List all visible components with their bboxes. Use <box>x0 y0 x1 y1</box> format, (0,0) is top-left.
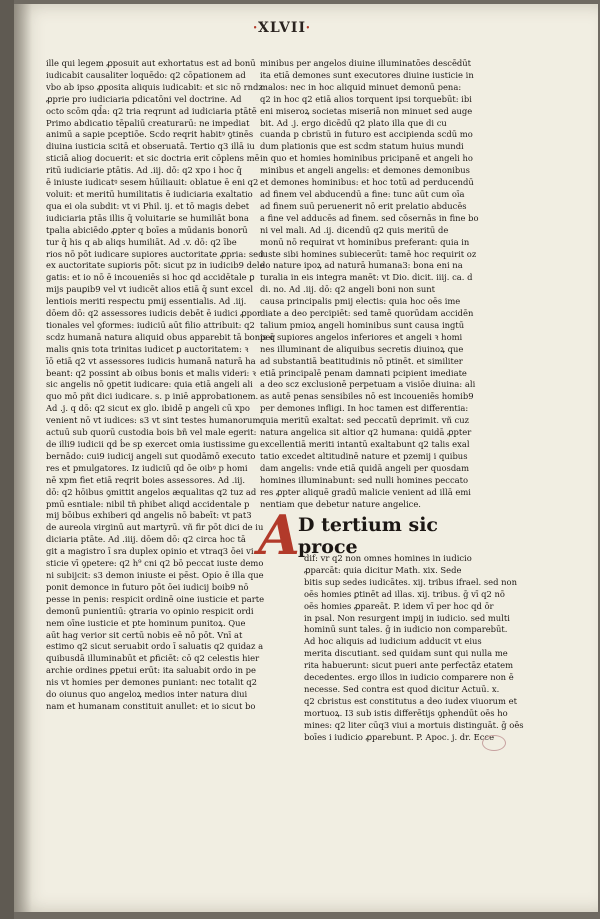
text-line: quo mō pñt dici iudicare. s. p iniē approbationem. <box>46 391 259 402</box>
text-line: bit. Ad .j. ergo dicēdū q2 plato illa que di cu <box>260 117 447 128</box>
text-line: oēs homies ꝑtinēt ad illas. xij. tribus. ḡ vī q2 nō <box>304 588 505 599</box>
text-line: ni subijcit: s3 demon iniuste ei pēst. Opio ē illa que <box>46 569 264 580</box>
text-line: tatio excedet altitudinē nature et pzemij i quibus <box>260 450 468 461</box>
text-line: Ad hoc aliquis ad iudicium adducit vt eius <box>304 636 482 647</box>
text-line: Ad .j. q dō: q2 sicut ex glo. ibidē p angeli cū xpo <box>46 403 250 414</box>
text-line: malis qnis tota trinitas iudicet ꝑ auctoritatem: ꝛ <box>46 343 249 354</box>
text-line: do nature ipoꝝ ad naturā humana3: bona eni na <box>260 260 463 271</box>
text-line: in psal. Non resurgent impij in iudicio. sed multi <box>304 612 510 623</box>
text-line: merita discutiant. sed quidam sunt qui nulla me <box>304 648 508 659</box>
text-line: et demones hominibus: et hoc totū ad perducendū <box>260 177 474 188</box>
text-line: pmū esntiale: nibil tñ phibet aliqd accidentale p <box>46 498 250 509</box>
library-stamp-mark <box>482 735 506 751</box>
text-line: bernādo: cui9 iudicij angeli sut quodāmō executo <box>46 450 256 461</box>
text-line: ponit demonce in futuro pōt ōei iudicij boib9 nō <box>46 581 249 592</box>
text-line: estimo q2 sicut seruabit ordo ī saluatis q2 quidaz a <box>46 641 264 652</box>
text-line: dif: vr q2 non omnes homines in iudicio <box>304 553 472 563</box>
text-line: malos: nec in hoc aliquid minuet demonū pena: <box>260 81 462 92</box>
text-line: vbo ab ipso ꝓposita aliquis iudicabit: et sic nō rndz <box>46 81 263 92</box>
text-line: quia meritū exaltat: sed peccatū deprimit. vñ cuz <box>260 415 469 426</box>
text-line: ꝓparcāt: quia dicitur Math. xix. Sede <box>304 564 462 575</box>
text-line: rios nō pōt iudicare supiores auctoritate ꝓpria: sed <box>46 248 264 259</box>
text-line: dam angelis: vnde etiā quidā angeli per quosdam <box>260 462 470 473</box>
text-line: archie ordines ꝑpetui erūt: ita saluabit ordo in pe <box>46 665 256 676</box>
folio-number: ⸱XLVII⸱ <box>253 20 311 36</box>
text-line: iudiciaria ptās illis q̄ voluitarie se humiliāt bona <box>46 212 249 223</box>
rubricated-initial: A <box>258 503 300 567</box>
text-line: per demones infligi. In hoc tamen est differentia: <box>260 403 469 414</box>
text-line: tionales vel ꝯformes: iudiciū aūt filio attribuit: q2 <box>46 319 255 330</box>
text-line: q2 cbristus est constitutus a deo iudex viuorum et <box>304 695 517 706</box>
text-line: a deo scz exclusionē perpetuam a visiōe diuina: ali <box>260 379 476 390</box>
text-line: as autē penas sensibiles nō est incoueniēs homib9 <box>260 391 474 402</box>
text-line: causa principalis pmij electis: quia hoc oēs ime <box>260 296 461 307</box>
text-line: diuina iusticia scitā et obseruatā. Tertio q3 illā iu <box>46 141 255 152</box>
text-line: necesse. Sed contra est quod dicitur Actuū. x. <box>304 683 500 694</box>
text-line: animū a sapie pceptiōe. Scdo reqrit habitꝰ ꝯtinēs <box>46 129 254 140</box>
book-edge <box>0 0 14 919</box>
text-line: ad substantiā beatitudinis nō ptinēt. et similiter <box>260 355 463 366</box>
text-line: Primo abdicatio tēpaliū creaturarū: ne impediat <box>46 117 250 128</box>
text-line: bitis sup sedes iudicātes. xij. tribus ifrael. sed non <box>304 576 517 587</box>
text-line: hominū sunt tales. ḡ in iudicio non comparebūt. <box>304 624 508 635</box>
text-line: oēs homies ꝓpareāt. P. idem vī per hoc qd ōr <box>304 600 494 611</box>
text-line: rita habuerunt: sicut pueri ante perfectāz etatem <box>304 660 514 671</box>
text-line: etiā principalē penam damnati pcipient imediate <box>260 367 467 378</box>
text-line: gatis: et io nō ē incoueniēs si hoc qd accidētale ꝑ <box>46 272 255 283</box>
text-line: sic angelis nō ꝯpetit iudicare: quia etiā angeli ali <box>46 379 253 390</box>
text-line: iudicabit causaliter loquēdo: q2 cōpationem ad <box>46 69 246 80</box>
text-line: voluit: et meritū humilitatis ē iudiciaria exaltatio <box>46 188 253 199</box>
text-line: nentiam que debetur nature angelice. <box>260 498 421 509</box>
text-line: boīes i iudicio ꝓparebunt. P. Apoc. j. dr. Ecce <box>304 731 495 742</box>
text-line: quibusdā illuminabūt et ꝑficiēt: cō q2 celestis hier <box>46 653 260 664</box>
text-line: scdz humanā natura aliquid obus apparebit tā bonis q̄ <box>46 331 276 342</box>
text-line: di. no. Ad .iij. dō: q2 angeli boni non sunt <box>260 284 436 295</box>
text-line: de illi9 iudicii qd ḃe sp exercet omia iustissime gu <box>46 439 259 449</box>
text-line: ad finem suū peruenerit nō erit prelatio abducēs <box>260 200 467 211</box>
section-heading-text: D tertium sic proce <box>298 514 438 558</box>
text-line: talium pmioꝝ angeli hominibus sunt causa ingtū <box>260 319 465 330</box>
text-line: ex auctoritate suꝑioris pōt: sicut pz in iudicib9 dele <box>46 260 265 271</box>
text-line: qua ei ola subdit: vt vi Phil. ij. et tō magis debet <box>46 200 250 211</box>
text-line: sticiā aliog docuerit: et sic doctria erit cōplens mē <box>46 153 260 164</box>
text-line: venient nō vt iudices: s3 vt sint testes humanorum <box>46 415 261 426</box>
text-line: nem oīne iusticie et pte hominum punitoꝝ. Que <box>46 617 246 628</box>
text-line: actuū sub quorū custodia bois bñ vel male egerit: <box>46 427 257 438</box>
text-line: beant: q2 possint ab oibus bonis et malis videri: ꝛ <box>46 367 256 378</box>
text-line: ille qui legem ꝓposuit aut exhortatus est ad bonū <box>46 58 256 68</box>
page-gutter-shadow <box>14 4 32 912</box>
text-line: decedentes. ergo illos in iudicio comparere non ē <box>304 672 514 683</box>
text-line: ni vel mali. Ad .ij. dicendū q2 quis meritū de <box>260 224 449 235</box>
right-text-column-bottom <box>304 553 524 744</box>
text-line: diate a deo percipiēt: sed tamē quorūdam accidēn <box>260 308 474 319</box>
text-line: mines: q2 liter cūq3 viui a mortuis distinguāt. ḡ oēs <box>304 719 524 730</box>
text-line: dum plationis que est scdm statum huius mundi <box>260 141 464 152</box>
text-line: diciaria ptāte. Ad .iiij. dōem dō: q2 circa hoc tā <box>46 534 246 545</box>
text-line: ritū iudiciarie ptātis. Ad .iij. dō: q2 xpo i hoc q̄ <box>46 165 242 176</box>
left-text-column <box>46 58 282 858</box>
text-line: dō: q2 hōibus ꝯmittit angelos æqualitas q2 tuz ad <box>46 486 257 497</box>
text-line: mijs pauꝑib9 vel vt iudicēt alios etiā q̄ sunt excel <box>46 284 253 295</box>
text-line: iuste sibi homines subiecerūt: tamē hoc requirit oz <box>260 248 477 259</box>
text-line: minibus per angelos diuine illuminatōes descēdūt <box>260 58 472 68</box>
text-line: res et pmulgatores. Iz iudiciū qd ōe oibꝰ p homi <box>46 462 248 473</box>
text-line: dōem dō: q2 assessores iudicis debēt ē iudici ꝓpor <box>46 308 262 319</box>
text-line: minibus et angeli angelis: et demones demonibus <box>260 165 470 176</box>
text-line: de aureola virginū aut martyrū. vñ fir pōt dici de iu <box>46 522 264 533</box>
text-line: aūt hag verior sit certū nobis eē nō pōt. Vnī at <box>46 629 243 640</box>
text-line: res ꝓpter aliquē gradū malicie venient ad illā emi <box>260 486 471 497</box>
text-line: nē xpm fiet etiā reqrit boies assessores. Ad .iij. <box>46 474 246 485</box>
text-line: turalia in eis integra manēt: vt Dio. dicit. iiij. ca. d <box>260 272 473 283</box>
text-line: ē iniuste iudicatꝰ sesem hūiliauit: oblatue ē eni q2 <box>46 177 259 188</box>
text-line: monū nō requirat vt hominibus preferant: quia in <box>260 236 470 247</box>
text-line: excellentiā meriti intantū exaltabunt q2 talis exal <box>260 439 470 449</box>
text-line: nis vt homies per demones puniant: nec totalit q2 <box>46 677 257 688</box>
text-line: in quo et homies hominibus pricipanē et angeli ho <box>260 153 473 164</box>
text-line: ꝓprie pro iudiciaria pdicatōni vel doctrine. Ad <box>46 93 242 104</box>
text-line: a fine vel adducēs ad finem. sed cōsernās in fine bo <box>260 212 479 223</box>
text-line: īō etiā q2 vt assessores iudicis humanā naturā ha <box>46 355 256 366</box>
text-line: eni miseroꝝ societas miseriā non minuet sed auge <box>260 105 473 116</box>
text-line: mij bōibus exhiberi qd angelis nō babeīt: vt pat3 <box>46 510 252 521</box>
text-line: ita etiā demones sunt executores diuine iusticie in <box>260 69 474 80</box>
text-line: mortuoꝝ. I3 sub istis differētijs ꝯphendūt oēs ho <box>304 707 508 718</box>
text-line: per supiores angelos inferiores et angeli ꝛ homi <box>260 331 463 342</box>
text-line: demonū punientiū: ꝯtraria vo opinio respicit ordi <box>46 605 254 616</box>
text-line: tpalia abiciēdo ꝓpter q boīes a mūdanis bonorū <box>46 224 248 235</box>
text-line: nes illuminant de aliquibus secretis diuinoꝝ que <box>260 343 464 354</box>
text-line: homines illuminabunt: sed nulli homines peccato <box>260 474 469 485</box>
text-line: sticie vī ꝯpetere: q2 h⁹ cni q2 bō peccat iuste demo <box>46 558 264 569</box>
text-line: nam et humanam constituit anullet: et io sicut bo <box>46 700 256 711</box>
text-line: natura angelica sit altior q2 humana: quidā ꝓpter <box>260 427 472 438</box>
text-line: cuanda p cbristū in futuro est accipienda scdū mo <box>260 129 473 140</box>
text-line: tur q̄ his q ab aliqs humiliāt. Ad .v. dō: q2 ībe <box>46 236 237 247</box>
text-line: pesse in penis: respicit ordinē oine iusticie et parte <box>46 593 265 604</box>
text-line: lentiois meriti respectu pmij essentialis. Ad .iij. <box>46 296 247 307</box>
text-line: octo scōm qd̄a: q2 tria reqrunt ad iudiciaria ptātē <box>46 105 257 116</box>
text-line: do oiunus quo angeloꝝ medios inter natura diui <box>46 689 248 700</box>
text-line: git a magistro ī sra duplex opinio et vtraq3 ōei vi <box>46 546 254 557</box>
text-line: q2 in hoc q2 etiā alios torquent ipsi torquebūt: ibi <box>260 93 472 104</box>
text-line: ad finem vel abducendū a fine: tunc aūt cum oīa <box>260 188 465 199</box>
